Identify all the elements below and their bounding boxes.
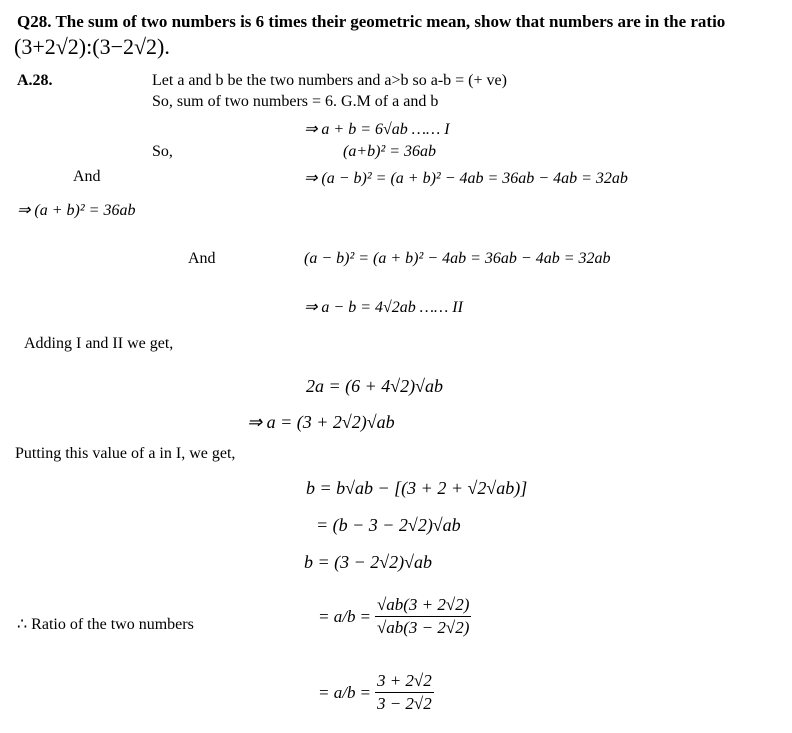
and-label-2: And — [188, 250, 216, 267]
equation-5: (a − b)² = (a + b)² − 4ab = 36ab − 4ab = 32ab — [304, 250, 611, 267]
equation-13: = a/b = $\frac{3 + 2√2}{3 - 2√2}$ — [318, 671, 432, 713]
equation-2: (a+b)² = 36ab — [343, 143, 437, 160]
equation-4: ⇒ (a + b)² = 36ab — [17, 202, 136, 219]
equation-9: b = b√ab − [(3 + 2 + √2√ab)] — [306, 478, 528, 498]
answer-line1: Let a and b be the two numbers and a>b so a-b = (+ ve) — [152, 72, 507, 89]
equation-13-fraction — [375, 670, 434, 715]
equation-6: ⇒ a − b = 4√2ab …… II — [304, 299, 463, 316]
question-ratio: (3+2√2):(3−2√2). — [14, 34, 170, 59]
answer-label: A.28. — [17, 72, 53, 89]
equation-11: b = (3 − 2√2)√ab — [304, 552, 433, 572]
answer-line2: So, sum of two numbers = 6. G.M of a and b — [152, 93, 439, 110]
equation-1: ⇒ a + b = 6√ab …… I — [304, 121, 450, 138]
equation-12: = a/b = $\frac{√ab(3 + 2√2)}{√ab(3 - 2√2)}$ — [318, 595, 470, 637]
adding-text: Adding I and II we get, — [24, 335, 174, 352]
question-label: Q28. — [17, 12, 52, 31]
equation-7: 2a = (6 + 4√2)√ab — [306, 376, 444, 396]
equation-13-denominator: 3 − 2√2 — [376, 694, 432, 713]
equation-13-numerator: 3 + 2√2 — [375, 670, 434, 693]
equation-12-fraction — [375, 594, 471, 639]
equation-8: ⇒ a = (3 + 2√2)√ab — [247, 412, 395, 432]
equation-10: = (b − 3 − 2√2)√ab — [316, 515, 461, 535]
so-label: So, — [152, 143, 173, 160]
equation-13-lhs: = a/b — [318, 682, 356, 702]
equation-3: ⇒ (a − b)² = (a + b)² − 4ab = 36ab − 4ab = 32ab — [304, 170, 628, 187]
putting-text: Putting this value of a in I, we get, — [15, 445, 236, 462]
equation-12-denominator: √ab(3 − 2√2) — [376, 618, 470, 637]
question-header — [17, 12, 725, 32]
equation-12-lhs: = a/b — [318, 606, 356, 626]
question-text: The sum of two numbers is 6 times their geometric mean, show that numbers are in the ratio — [55, 12, 726, 31]
and-label-1: And — [73, 168, 101, 185]
equation-12-numerator: √ab(3 + 2√2) — [375, 594, 471, 617]
ratio-label: ∴ Ratio of the two numbers — [17, 616, 194, 633]
